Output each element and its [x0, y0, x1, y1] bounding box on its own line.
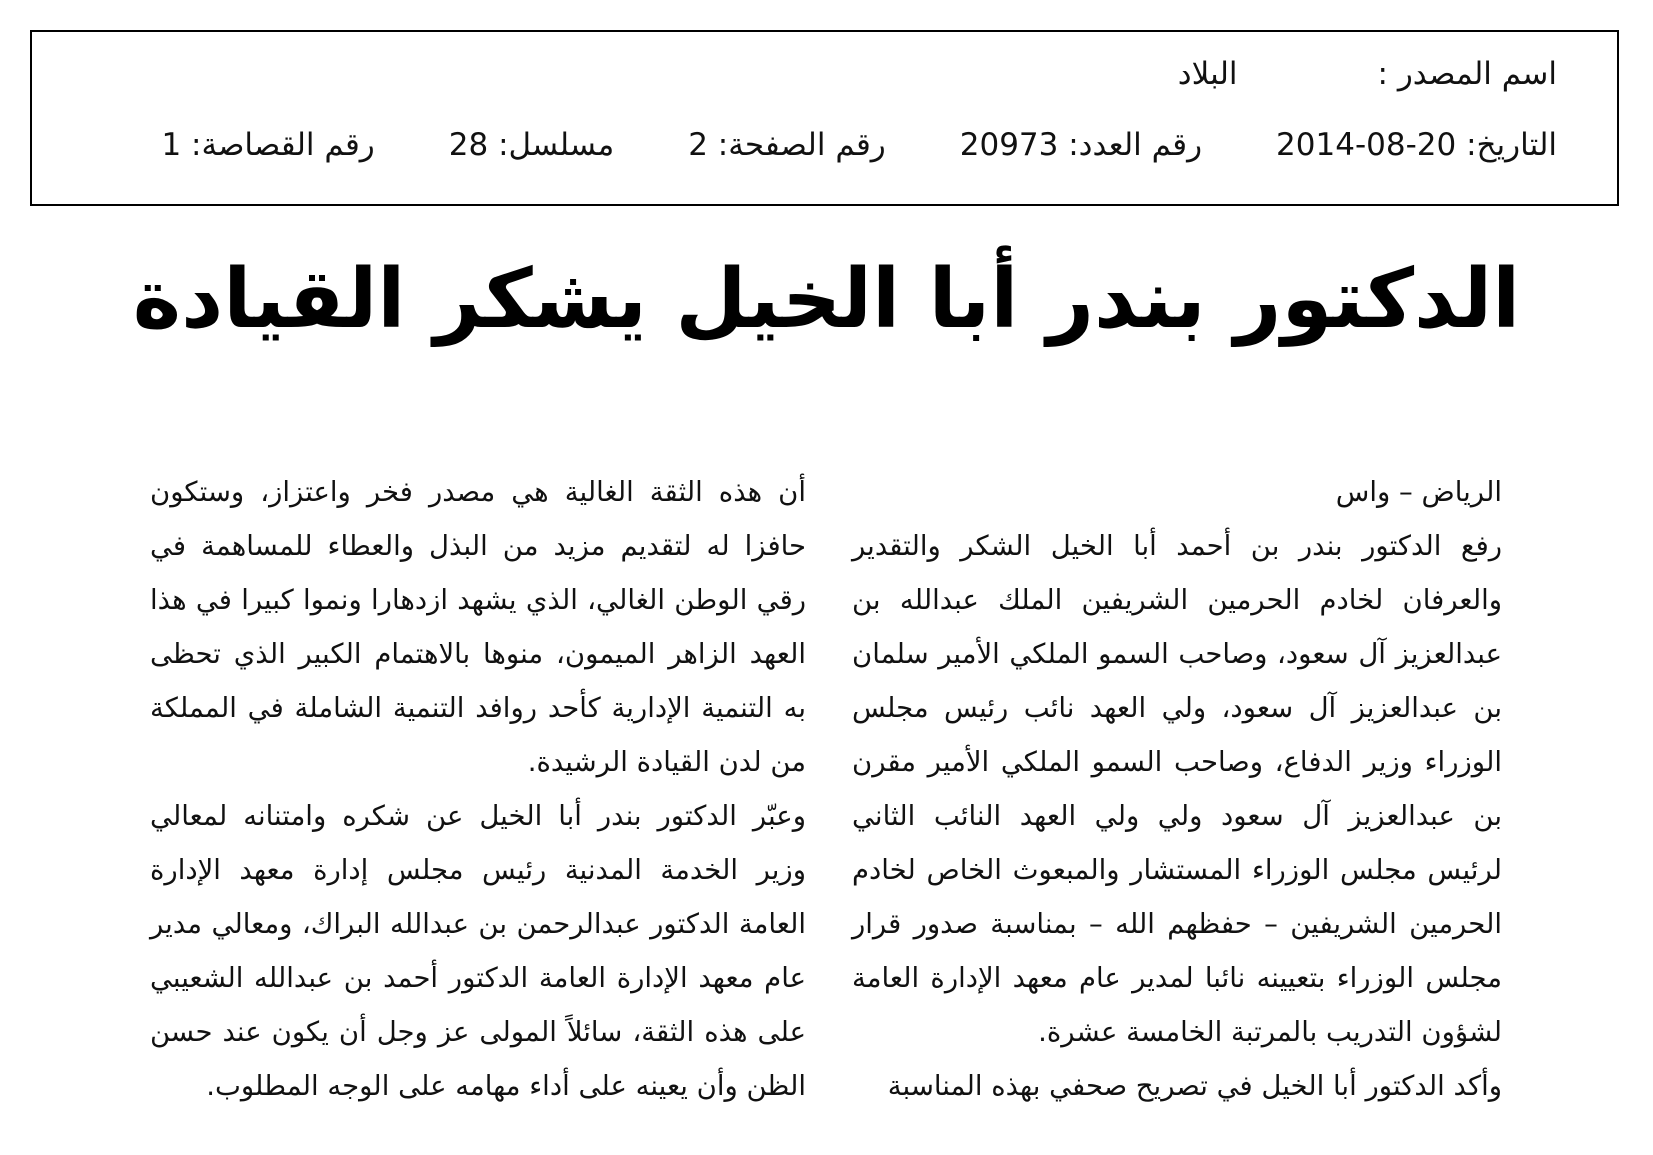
article-column-right: [852, 465, 1502, 1113]
issue-number-field: رقم العدد: 20973: [959, 127, 1203, 163]
issue-details-row: [161, 127, 1557, 163]
source-value: البلاد: [1177, 56, 1238, 92]
article-paragraph-2: وأكد الدكتور أبا الخيل في تصريح صحفي بهذه المناسبة: [887, 1070, 1502, 1102]
article-paragraph-1: رفع الدكتور بندر بن أحمد أبا الخيل الشكر والتقدير والعرفان لخادم الحرمين الشريفين الملك عبدالله بن عبدالعزيز آل سعود، وصاحب السمو الملكي الأمير سلمان بن عبدالعزيز آل سعود، ولي العهد نائب رئيس مجلس الوزراء وزير الدفاع، وصاحب السمو الملكي الأمير مقرن بن عبدالعزيز آل سعود ولي ولي العهد النائب الثاني لرئيس مجلس الوزراء المستشار والمبعوث الخاص لخادم الحرمين الشريفين – حفظهم الله – بمناسبة صدور قرار مجلس الوزراء بتعيينه نائبا لمدير عام معهد الإدارة العامة لشؤون التدريب بالمرتبة الخامسة عشرة.: [852, 530, 1502, 1048]
article-paragraph-4: وعبّر الدكتور بندر أبا الخيل عن شكره وامتنانه لمعالي وزير الخدمة المدنية رئيس مجلس إدارة معهد الإدارة العامة الدكتور عبدالرحمن بن عبدالله البراك، ومعالي مدير عام معهد الإدارة العامة الدكتور أحمد بن عبدالله الشعيبي على هذه الثقة، سائلاً المولى عز وجل أن يكون عند حسن الظن وأن يعينه على أداء مهامه على الوجه المطلوب.: [150, 800, 806, 1102]
date-field: التاريخ: 20-08-2014: [1276, 127, 1557, 163]
article-paragraph-3: أن هذه الثقة الغالية هي مصدر فخر واعتزاز، وستكون حافزا له لتقديم مزيد من البذل والعطاء للمساهمة في رقي الوطن الغالي، الذي يشهد ازدهارا ونموا كبيرا في هذا العهد الزاهر الميمون، منوها بالاهتمام الكبير الذي تحظى به التنمية الإدارية كأحد روافد التنمية الشاملة في المملكة من لدن القيادة الرشيدة.: [150, 476, 806, 778]
article-column-left: [150, 465, 806, 1113]
clip-number-field: رقم القصاصة: 1: [161, 127, 375, 163]
source-row: [1178, 56, 1557, 92]
serial-field: مسلسل: 28: [448, 127, 615, 163]
article-dateline: الرياض – واس: [1335, 476, 1502, 508]
article-headline: الدكتور بندر أبا الخيل يشكر القيادة: [132, 252, 1521, 347]
clipping-metadata-box: [30, 30, 1619, 206]
page-number-field: رقم الصفحة: 2: [688, 127, 886, 163]
source-label: اسم المصدر :: [1377, 56, 1557, 92]
